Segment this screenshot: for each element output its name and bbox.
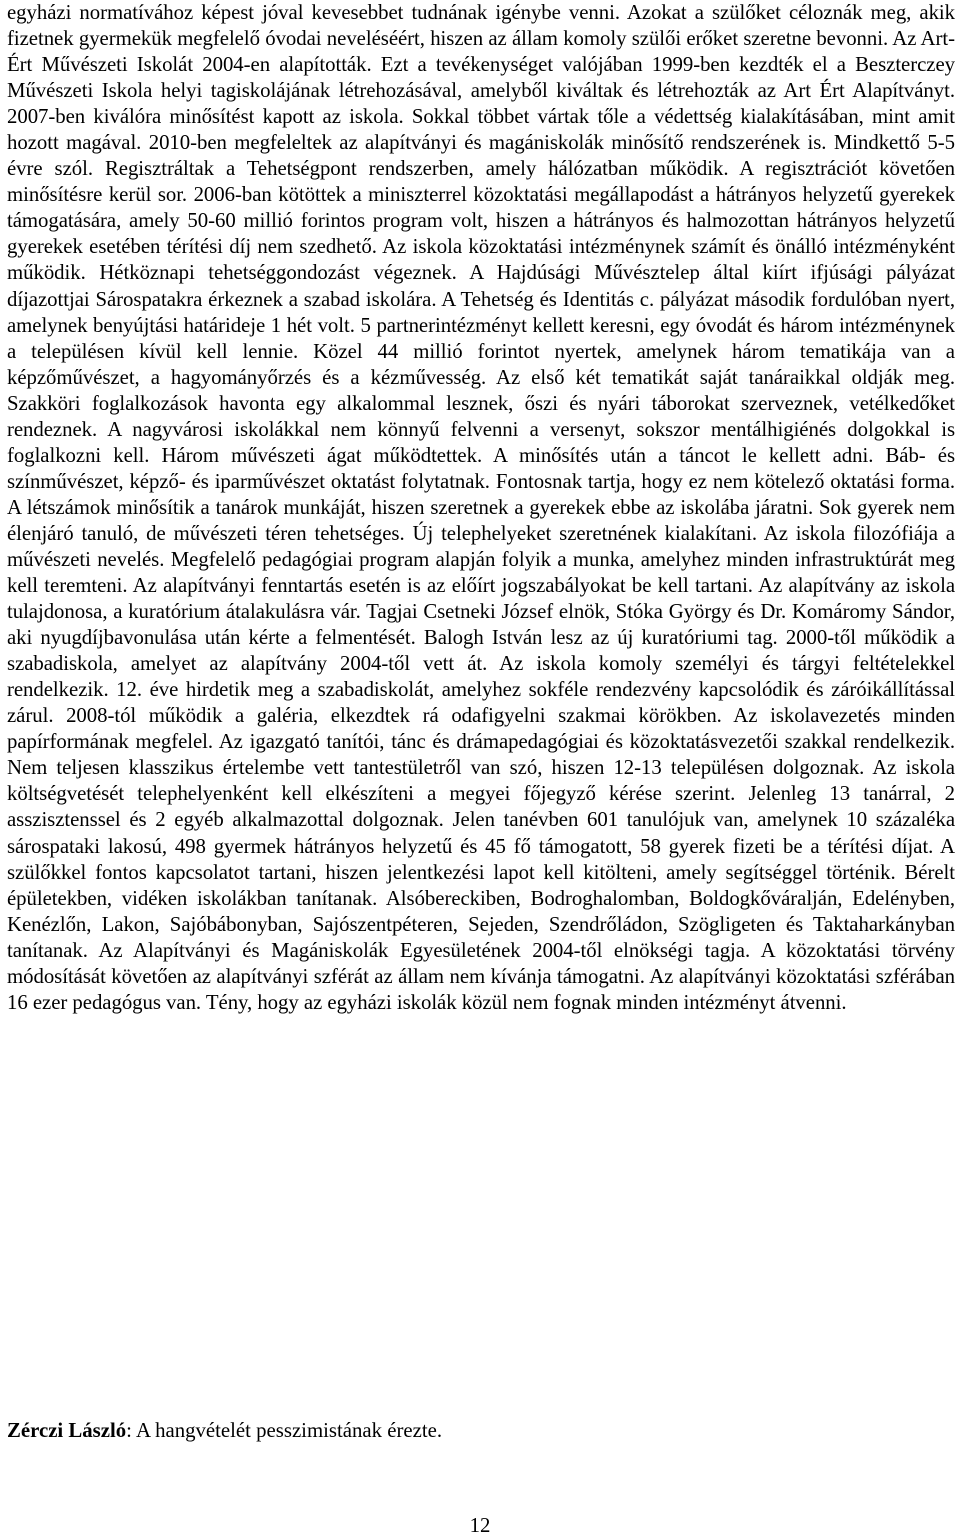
body-paragraph: egyházi normatívához képest jóval kevesebbet tudnának igénybe venni. Azokat a szülőket céloznák meg, akik fizetnek gyermekük megfelelő óvodai neveléséért, hiszen az állam komoly szülői erőket szeretne bevonni. Az Art-Ért Művészeti Iskolát 2004-en alapították. Ezt a tevékenységet valójában 1999-ben kezdték el a Beszterczey Művészeti Iskola helyi tagiskolájának létrehozásával, amelyből kiváltak és létrehozták az Art Ért Alapítványt. 2007-ben kiválóra minősítést kapott az iskola. Sokkal többet vártak tőle a védettség kialakításában, mint amit hozott magával. 2010-ben megfeleltek az alapítványi és magániskolák minősítő rendszerének is. Mindkettő 5-5 évre szól. Regisztráltak a Tehetségpont rendszerben, amely hálózatban működik. A regisztrációt követően minősítésre kerül sor. 2006-ban kötöttek a miniszterrel közoktatási megállapodást a hátrányos helyzetű gyerekek támogatására, amely 50-60 millió forintos program volt, hiszen a hátrányos és halmozottan hátrányos helyzetű gyerekek esetében térítési díj nem szedhető. Az iskola közoktatási intézménynek számít és önálló intézményként működik. Hétköznapi tehetséggondozást végeznek. A Hajdúsági Művésztelep által kiírt ifjúsági pályázat díjazottjai Sárospatakra érkeznek a szabad iskolára. A Tehetség és Identitás c. pályázat második fordulóban nyert, amelynek benyújtási határideje 1 hét volt. 5 partnerintézményt kellett keresni, egy óvodát és három intézménynek a településen kívül kell lennie. Közel 44 millió forintot nyertek, amelynek három tematikája van a képzőművészet, a hagyományőrzés és a kézművesség. Az első két tematikát saját tanáraikkal oldják meg. Szakköri foglalkozások havonta egy alkalommal lesznek, őszi és nyári táborokat szerveznek, vetélkedőket rendeznek. A nagyvárosi iskolákkal nem könnyű felvenni a versenyt, sokszor mentálhigiénés dolgokkal is foglalkozni kell. Három művészeti ágat működtettek. A minősítés után a táncot le kellett adni. Báb- és színművészet, képző- és iparművészet oktatást folytatnak. Fontosnak tartja, hogy ez nem kötelező oktatási forma. A létszámok minősítik a tanárok munkáját, hiszen szeretnek a gyerekek ebbe az iskolába járatni. Sok gyerek nem élenjáró tanuló, de művészeti téren tehetséges. Új telephelyeket szeretnének kialakítani. Az iskola filozófiája a művészeti nevelés. Megfelelő pedagógiai program alapján folyik a munka, amelyhez minden infrastruktúrát meg kell teremteni. Az alapítványi fenntartás esetén is az előírt jogszabályokat be kell tartani. Az alapítvány az iskola tulajdonosa, a kuratórium átalakulásra vár. Tagjai Csetneki József elnök, Stóka György és Dr. Komáromy Sándor, aki nyugdíjbavonulása után kérte a felmentését. Balogh István lesz az új kuratóriumi tag. 2000-től működik a szabadiskola, amelyet az alapítvány 2004-től vett át. Az iskola komoly személyi és tárgyi feltételekkel rendelkezik. 12. éve hirdetik meg a szabadiskolát, amelyhez sokféle rendezvény kapcsolódik és záróikállítással zárul. 2008-tól működik a galéria, elkezdtek rá odafigyelni szakmai körökben. Az iskolavezetés minden papírformának megfelel. Az igazgató tanítói, tánc és drámapedagógiai és közoktatásvezetői szakkal rendelkezik. Nem teljesen klasszikus értelembe vett tantestületről van szó, hiszen 12-13 településen dolgoznak. Az iskola költségvetését telephelyenként kell elkészíteni a megyei főjegyző kérése szerint. Jelenleg 13 tanárral, 2 asszisztenssel és 2 egyéb alkalmazottal dolgoznak. Jelen tanévben 601 tanulójuk van, amelynek 10 százaléka sárospataki lakosú, 498 gyermek hátrányos helyzetű és 45 fő támogatott, 58 gyerek fizeti be a térítési díjat. A szülőkkel fontos kapcsolatot tartani, hiszen jelentkezési lapot kell kitölteni, amely segítséggel történik. Bérelt épületekben, vidéken iskolákban tanítanak. Alsóbereckiben, Bodroghalomban, Boldogkőváralján, Edelényben, Kenézlőn, Lakon, Sajóbábonyban, Sajószentpéteren, Sejeden, Szendrőládon, Szögligeten és Taktaharkányban tanítanak. Az Alapítványi és Magániskolák Egyesületének 2004-től elnökségi tagja. A közoktatási törvény módosítását követően az alapítványi szférát az állam nem kívánja támogatni. Az alapítványi közoktatási szférában 16 ezer pedagógus van. Tény, hogy az egyházi iskolák közül nem fognak minden intézményt átvenni.: [7, 1, 955, 1014]
speaker-comment: [7, 1418, 442, 1444]
page-number: 12: [469, 1514, 491, 1537]
speaker-name: Zérczi László: [7, 1419, 127, 1442]
comment-text: A hangvételét pesszimistának érezte.: [131, 1419, 443, 1442]
speaker-separator: :: [126, 1419, 132, 1442]
document-page: [7, 0, 955, 1442]
